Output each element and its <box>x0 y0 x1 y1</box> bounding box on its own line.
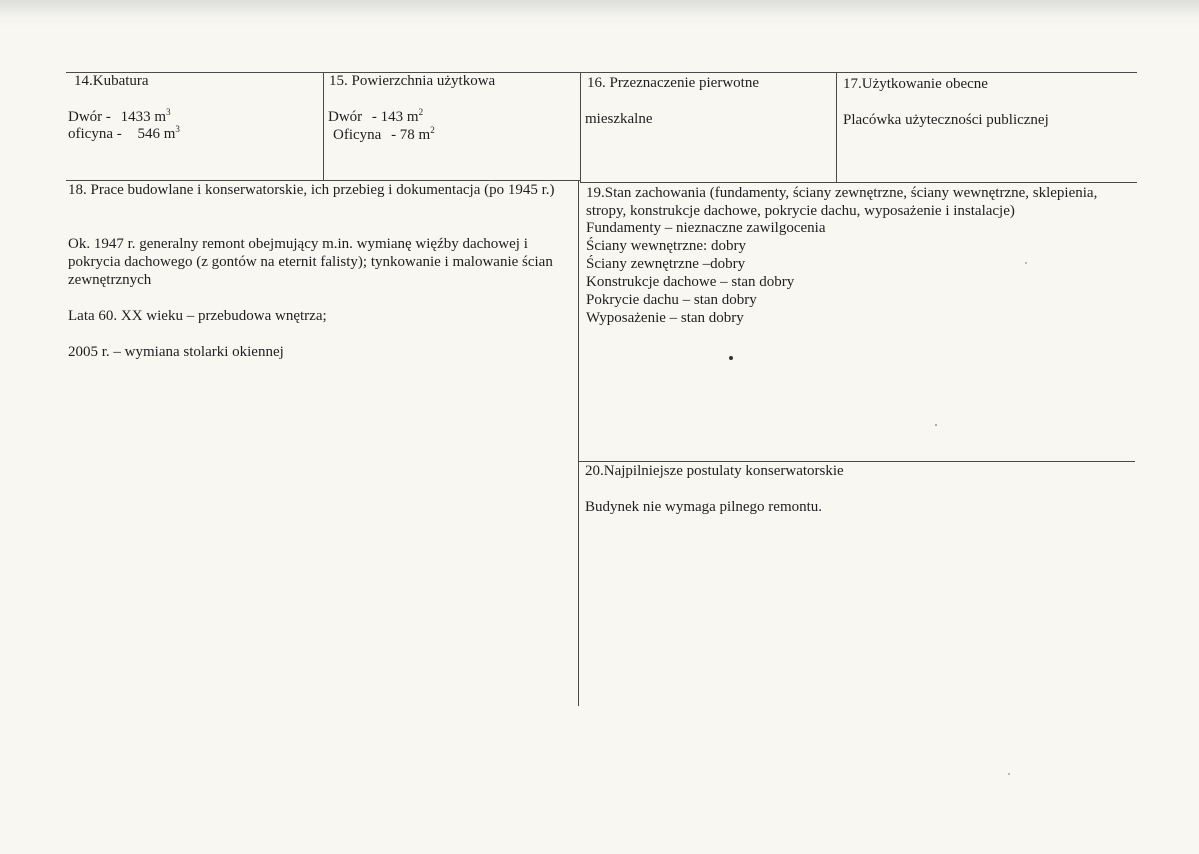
postulaty-value: Budynek nie wymaga pilnego remontu. <box>585 499 823 515</box>
powierzchnia-oficyna-exp: 2 <box>430 125 435 135</box>
postulaty-title: 20.Najpilniejsze postulaty konserwatorskie <box>585 463 844 479</box>
kubatura-title: 14.Kubatura <box>74 73 149 89</box>
divider-18-19 <box>578 180 579 706</box>
divider-15-16 <box>580 72 581 182</box>
powierzchnia-oficyna-label: Oficyna <box>333 127 382 143</box>
kubatura-oficyna-exp: 3 <box>175 124 180 134</box>
scan-speck <box>935 424 937 426</box>
stan-item-fundamenty: Fundamenty – nieznaczne zawilgocenia <box>586 220 826 236</box>
prace-entry-1960s: Lata 60. XX wieku – przebudowa wnętrza; <box>68 308 327 324</box>
divider-14-15 <box>323 72 324 180</box>
divider-16-17 <box>836 72 837 182</box>
powierzchnia-dwor <box>328 108 423 126</box>
przeznaczenie-title: 16. Przeznaczenie pierwotne <box>587 75 759 91</box>
powierzchnia-dwor-label: Dwór <box>328 109 363 125</box>
kubatura-dwor-label: Dwór - <box>68 109 111 125</box>
stan-item-pokrycie: Pokrycie dachu – stan dobry <box>586 292 757 308</box>
kubatura-oficyna <box>68 125 180 143</box>
kubatura-oficyna-value: 546 m <box>137 126 176 142</box>
scan-speck <box>729 356 733 360</box>
stan-item-wyposazenie: Wyposażenie – stan dobry <box>586 310 744 326</box>
powierzchnia-dwor-value: - 143 m <box>371 109 419 125</box>
prace-entry-2005: 2005 r. – wymiana stolarki okiennej <box>68 344 284 360</box>
prace-entry-1947: Ok. 1947 r. generalny remont obejmujący m.in. wymianę więźby dachowej i pokrycia dachowego (z gontów na eternit falisty); tynkowanie i malowanie ścian zewnętrznych <box>68 236 553 288</box>
stan-item-konstrukcje: Konstrukcje dachowe – stan dobry <box>586 274 795 290</box>
scan-shadow <box>0 0 1199 18</box>
powierzchnia-oficyna-value: - 78 m <box>391 127 431 143</box>
kubatura-dwor <box>68 108 171 126</box>
scan-speck <box>1008 773 1010 775</box>
kubatura-dwor-value: 1433 m <box>120 109 167 125</box>
przeznaczenie-value: mieszkalne <box>585 111 653 127</box>
stan-item-sciany-zewnetrzne: Ściany zewnętrzne –dobry <box>586 256 746 272</box>
powierzchnia-title: 15. Powierzchnia użytkowa <box>329 73 496 89</box>
kubatura-oficyna-label: oficyna - <box>68 126 122 142</box>
stan-item-sciany-wewnetrzne: Ściany wewnętrzne: dobry <box>586 238 746 254</box>
scan-speck <box>1025 262 1027 264</box>
stan-title: 19.Stan zachowania (fundamenty, ściany zewnętrzne, ściany wewnętrzne, sklepienia, stropy, konstrukcje dachowe, pokrycie dachu, wyposażenie i instalacje) <box>586 185 1098 219</box>
top-border <box>66 72 1137 73</box>
uzytkowanie-title: 17.Użytkowanie obecne <box>843 76 988 92</box>
powierzchnia-oficyna <box>333 126 435 144</box>
prace-title: 18. Prace budowlane i konserwatorskie, ich przebieg i dokumentacja (po 1945 r.) <box>68 182 555 198</box>
row1-bottom-right <box>580 182 1137 183</box>
uzytkowanie-value: Placówka użyteczności publicznej <box>843 112 1049 128</box>
kubatura-dwor-exp: 3 <box>166 107 171 117</box>
powierzchnia-dwor-exp: 2 <box>418 107 424 117</box>
